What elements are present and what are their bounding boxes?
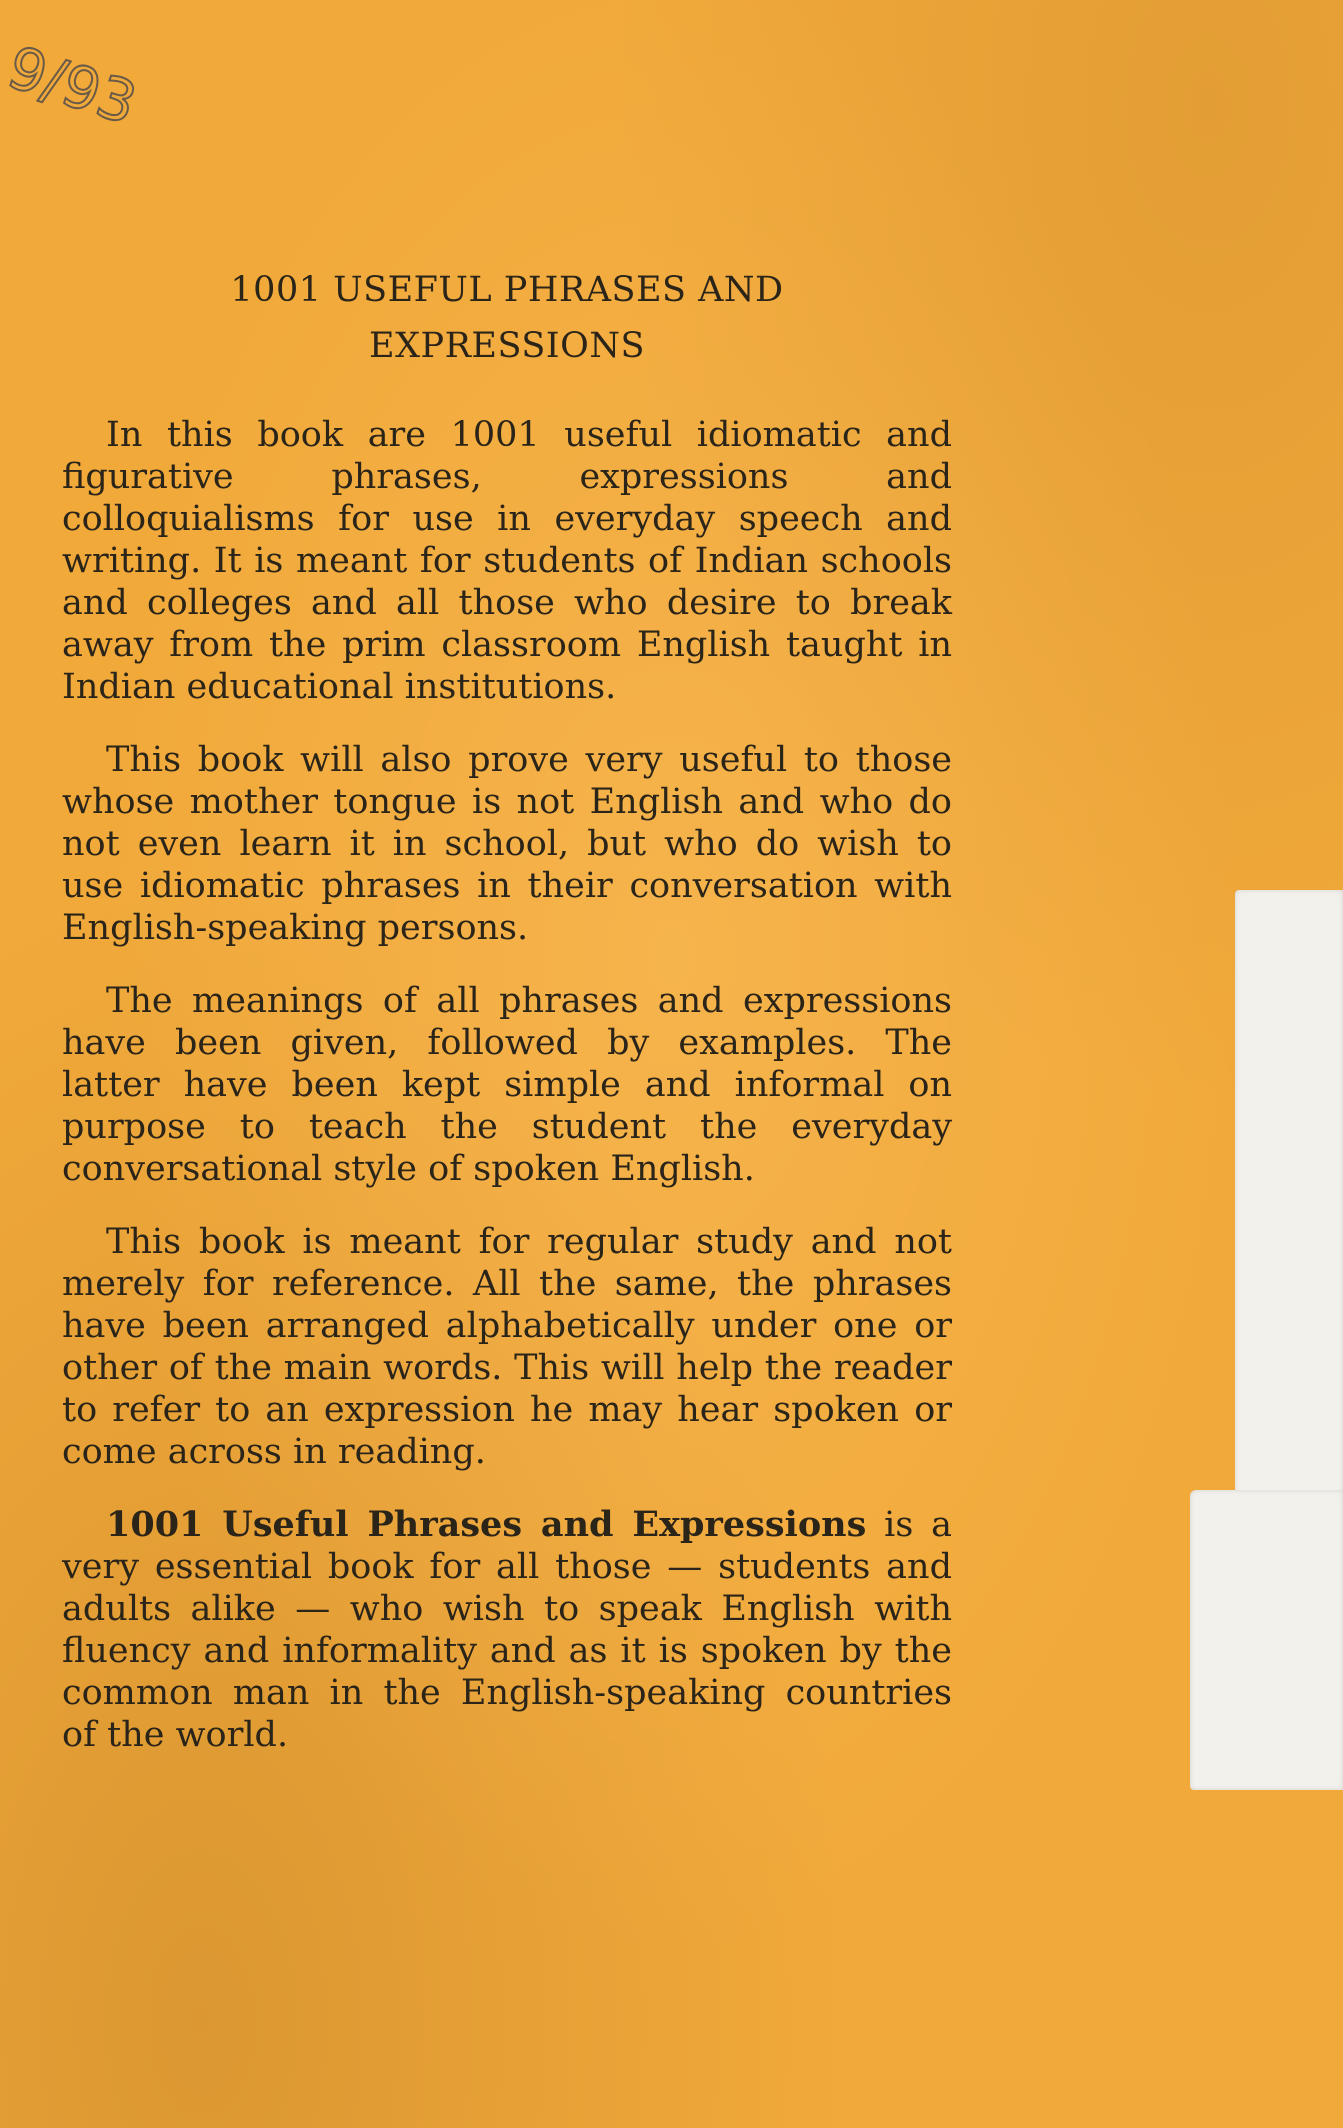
paragraph-closing — [62, 1504, 952, 1756]
blurb — [62, 262, 952, 1787]
svg-text:9/93: 9/93 — [0, 32, 145, 138]
handwritten-note — [0, 30, 200, 140]
paragraph-study: This book is meant for regular study and not merely for reference. All the same, the phrases have been arranged alphabetically under one or other of the main words. This will help the reader to refer to an expression he may hear spoken or come across in reading. — [62, 1222, 952, 1472]
library-label-sticker — [1235, 890, 1343, 1495]
title-line-2: EXPRESSIONS — [369, 326, 645, 366]
title-line-1: 1001 USEFUL PHRASES AND — [230, 270, 784, 310]
closing-text: is a very essential book for all those — students and adults alike — who wish to speak English with fluency and informality and as it is spoken by the common man in the English-speaking countries of the world. — [62, 1505, 952, 1755]
closing-book-title: 1001 Useful Phrases and Expressions — [106, 1504, 867, 1545]
book-title — [62, 262, 952, 374]
paragraph-meanings: The meanings of all phrases and expressions have been given, followed by examples. The latter have been kept simple and informal on purpose to teach the student the everyday conversational style of spoken English. — [62, 981, 952, 1189]
library-label-sticker-lower — [1190, 1490, 1343, 1790]
paragraph-non-native: This book will also prove very useful to those whose mother tongue is not English and who do not even learn it in school, but who do wish to use idiomatic phrases in their conversation with English-speaking persons. — [62, 740, 952, 948]
paragraph-intro: In this book are 1001 useful idiomatic and figurative phrases, expressions and colloquialisms for use in everyday speech and writing. It is meant for students of Indian schools and colleges and all those who desire to break away from the prim classroom English taught in Indian educational institutions. — [62, 415, 952, 707]
